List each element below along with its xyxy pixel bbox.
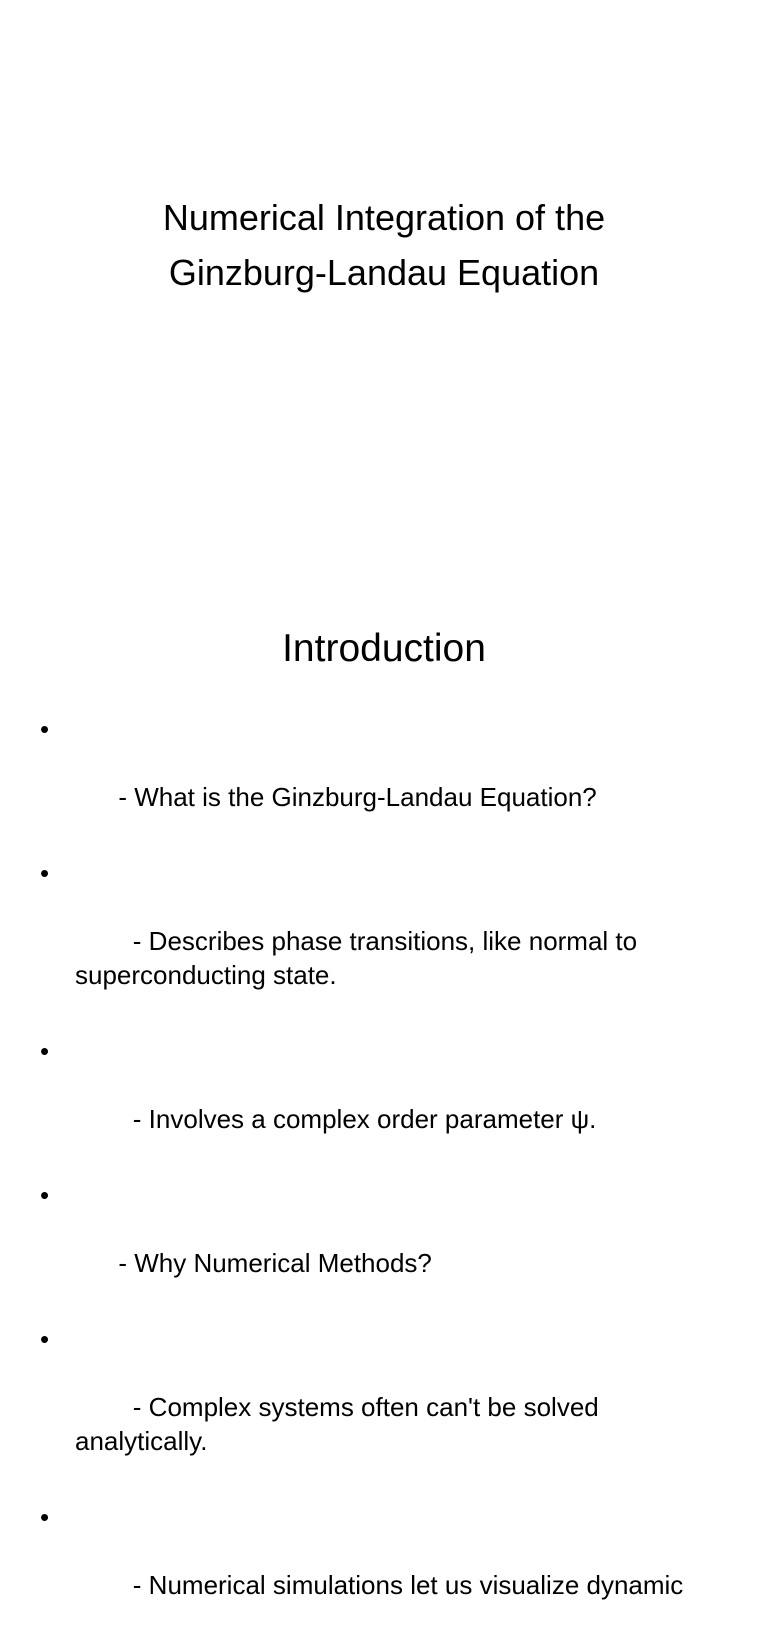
bullet-text: - Involves a complex order parameter ψ. [118,1104,597,1134]
title-line-1: Numerical Integration of the [162,197,606,238]
bullet-list [0,712,768,1644]
bullet-item-complex-systems [0,1322,768,1492]
title-slide [0,0,768,576]
bullet-text: - Describes phase transitions, like normal to superconducting state. [75,926,645,990]
bullet-item-why-numerical [0,1178,768,1314]
bullet-dot-icon: • [40,714,50,744]
bullet-text: - Why Numerical Methods? [118,1248,432,1278]
bullet-dot-icon: • [40,1036,50,1066]
bullet-dot-icon: • [40,858,50,888]
bullet-dot-icon: • [40,1180,50,1210]
bullet-text: - Numerical simulations let us visualize dynamic [118,1570,684,1600]
title-line-2: Ginzburg-Landau Equation [168,252,600,293]
slide-title: Introduction [282,627,486,670]
bullet-item-what-is-gl [0,712,768,848]
bullet-item-order-parameter [0,1034,768,1170]
bullet-text: - Complex systems often can't be solved analytically. [75,1392,606,1456]
bullet-item-numerical-simulations [0,1500,768,1636]
presentation-title [40,190,728,300]
bullet-item-phase-transitions [0,856,768,1026]
bullet-dot-icon: • [40,1502,50,1532]
introduction-slide [0,576,768,1600]
bullet-text: - What is the Ginzburg-Landau Equation? [118,782,597,812]
bullet-dot-icon: • [40,1324,50,1354]
